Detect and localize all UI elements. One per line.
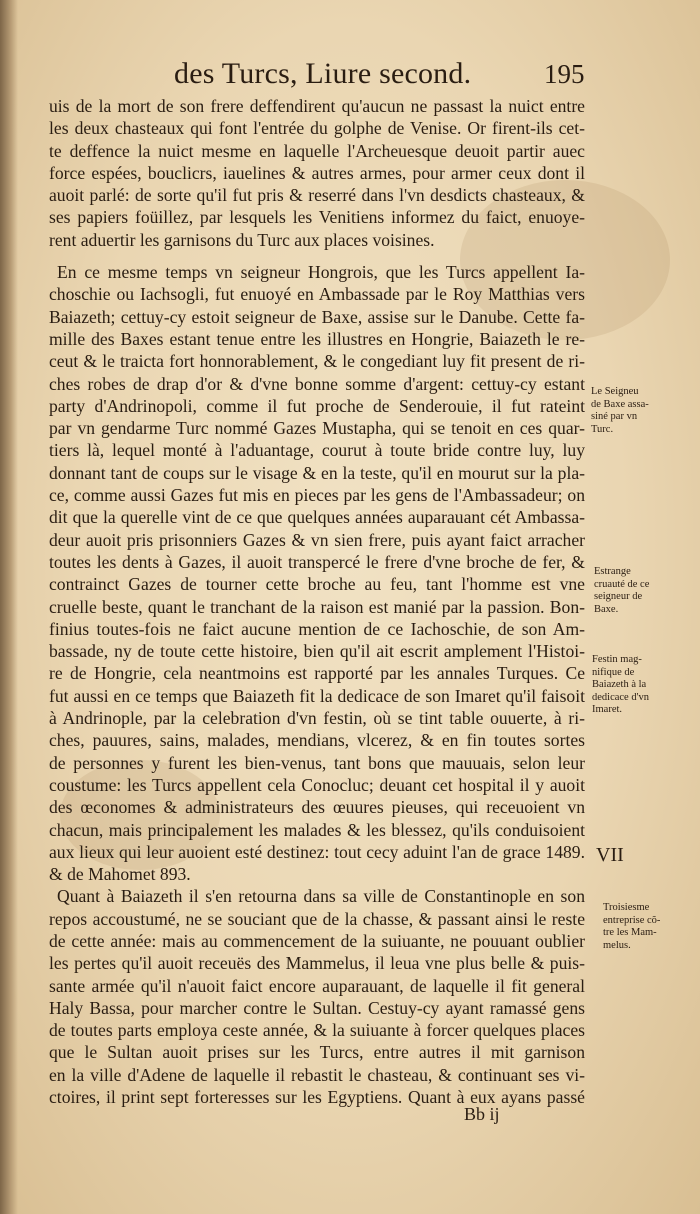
text-line: Baiazeth; cettuy-cy estoit seigneur de Baxe, assise sur le Danube. Cette fa- bbox=[49, 306, 585, 327]
margin-note-line: entreprise cõ- bbox=[603, 914, 661, 926]
text-line: choschie ou Iachsogli, fut enuoyé en Ambassade par le Roy Matthias vers bbox=[49, 284, 585, 305]
running-title: des Turcs, Liure second. bbox=[174, 57, 472, 90]
text-line: deur auoit pris prisonniers Gazes & vn sien frere, puis ayant faict arracher bbox=[49, 529, 585, 550]
margin-note bbox=[592, 654, 674, 717]
margin-note-line: siné par vn bbox=[591, 411, 638, 422]
margin-note-line: melus. bbox=[603, 939, 631, 951]
text-line: que le Sultan auoit prises sur les Turcs, entre autres il mit garnison bbox=[49, 1042, 585, 1063]
margin-note-line: Baiazeth à la bbox=[592, 679, 647, 690]
text-line: chacun, mais principalement les malades & les blessez, qu'ils conduisoient bbox=[49, 819, 585, 840]
chapter-numeral: VII bbox=[596, 844, 624, 866]
margin-note-line: seigneur de bbox=[594, 591, 643, 602]
text-line: contrainct Gazes de tourner cette broche au feu, tant l'homme est vne bbox=[49, 574, 585, 595]
text-line: par vn gendarme Turc nommé Gazes Mustapha, qui se tenoit en ces quar- bbox=[49, 418, 585, 439]
text-line: donnant tant de coups sur le visage & en la teste, qu'il en mourut sur la pla- bbox=[49, 462, 585, 483]
text-line: sante armée qu'il n'auoit faict encore auparauant, de laquelle il fit general bbox=[49, 975, 585, 996]
text-line: coustume: les Turcs appellent cela Conocluc; deuant cet hospital il y auoit bbox=[49, 774, 585, 795]
paragraph-gap bbox=[49, 251, 585, 261]
margin-note-line: nifique de bbox=[592, 666, 635, 678]
body-text bbox=[49, 95, 585, 1108]
text-line: les deux chasteaux qui font l'entrée du golphe de Venise. Or firent-ils cet- bbox=[49, 118, 585, 139]
page-number: 195 bbox=[544, 59, 585, 89]
text-line: Haly Bassa, pour marcher contre le Sultan. Cestuy-cy ayant ramassé gens bbox=[49, 997, 585, 1018]
text-line: bassade, ny de toute cette histoire, bien qu'il ait escrit amplement l'Histoi- bbox=[49, 641, 585, 662]
margin-note-line: Troisiesme bbox=[603, 902, 650, 913]
text-line: de personnes y furent les bien-venus, tant bons que mauuais, selon leur bbox=[49, 752, 585, 773]
margin-note-line: Le Seigneu bbox=[591, 386, 639, 397]
margin-note-line: Turc. bbox=[591, 423, 614, 435]
text-line: En ce mesme temps vn seigneur Hongrois, que les Turcs appellent Ia- bbox=[57, 262, 585, 283]
margin-note-line: tre les Mam- bbox=[603, 927, 657, 938]
text-line: ches, pauures, sains, malades, mendians, vlcerez, & en fin toutes sortes bbox=[49, 730, 585, 751]
text-line: force espées, bouclicrs, iauelines & autres armes, pour armer ceux dont il bbox=[49, 162, 585, 183]
margin-note bbox=[591, 386, 673, 436]
text-line: à Andrinople, par la celebration d'vn festin, où se tint table ouuerte, à ri- bbox=[49, 708, 585, 729]
text-line: finius toutes-fois ne faict aucune mention de ce Iachoschie, de son Am- bbox=[49, 618, 585, 639]
text-line: rent aduertir les garnisons du Turc aux places voisines. bbox=[49, 229, 435, 250]
text-line: tiers là, lequel monté à l'aduantage, courut à toute bride contre luy, luy bbox=[49, 440, 585, 461]
text-line: cruelle beste, quant le tranchant de la raison est manié par la passion. Bon- bbox=[49, 596, 585, 617]
signature-mark: Bb ij bbox=[464, 1104, 500, 1124]
text-line: de cette année: mais au commencement de la suiuante, ne pouuant oublier bbox=[49, 930, 585, 951]
margin-note-line: cruauté de ce bbox=[594, 578, 650, 590]
text-line: ses papiers foüillez, par lesquels les Venitiens informez du faict, enuoye- bbox=[49, 207, 585, 228]
text-line: ches robes de drap d'or & d'vne bonne somme d'argent: cettuy-cy estant bbox=[49, 373, 585, 394]
binding-gutter-shadow bbox=[0, 0, 18, 1214]
text-line: aux lieux qui leur auoient esté destinez: tout cecy aduint l'an de grace 1489. bbox=[49, 841, 585, 862]
margin-note-line: dedicace d'vn bbox=[592, 691, 649, 703]
margin-note-line: Estrange bbox=[594, 566, 631, 577]
margin-note bbox=[594, 566, 676, 616]
text-line: auoit parlé: de sorte qu'il fut pris & reserré dans l'vn desdicts chasteaux, & bbox=[49, 185, 585, 206]
text-line: repos accoustumé, ne se souciant que de la chasse, & passant ainsi le reste bbox=[49, 908, 585, 929]
margin-note-line: Imaret. bbox=[592, 704, 623, 715]
text-line: ceut & le traicta fort honnorablement, & le congediant luy fit present de ri- bbox=[49, 351, 585, 372]
text-line: ce, comme aussi Gazes fut mis en pieces par les gens de l'Ambassadeur; on bbox=[49, 485, 585, 506]
text-line: party d'Andrinopoli, comme il fut proche de Senderouie, il fut rateint bbox=[49, 395, 585, 416]
text-line: mille des Baxes estant tenue entre les illustres en Hongrie, Baiazeth le re- bbox=[49, 328, 585, 349]
text-line: Quant à Baiazeth il s'en retourna dans sa ville de Constantinople en son bbox=[57, 886, 585, 907]
text-line: ctoires, il print sept forteresses sur les Egyptiens. Quant à eux ayans passé bbox=[49, 1087, 585, 1108]
text-line: toutes les dents à Gazes, il auoit transpercé le frere d'vne broche de fer, & bbox=[49, 551, 585, 572]
margin-note-line: Festin mag- bbox=[592, 654, 642, 665]
margin-note-line: de Baxe assa- bbox=[591, 398, 649, 410]
text-line: dit que la querelle vint de ce que quelques années auparauant cét Ambassa- bbox=[49, 507, 585, 528]
text-line: re de Hongrie, cela neantmoins est rapporté par les annales Turques. Ce bbox=[49, 663, 585, 684]
text-line: & de Mahomet 893. bbox=[49, 864, 191, 885]
margin-note-line: Baxe. bbox=[594, 603, 619, 615]
text-line: te deffence la nuict mesme en laquelle l'Archeuesque deuoit partir auec bbox=[49, 140, 585, 161]
text-line: de toutes parts employa ceste année, & la suiuante à forcer quelques places bbox=[49, 1020, 585, 1041]
margin-note bbox=[603, 902, 685, 952]
text-line: des œconomes & administrateurs des œuures pieuses, qui receuoient vn bbox=[49, 797, 585, 818]
text-line: uis de la mort de son frere deffendirent qu'aucun ne passast la nuict entre bbox=[49, 96, 585, 116]
text-line: les pertes qu'il auoit receuës des Mammelus, il leua vne plus belle & puis- bbox=[49, 953, 585, 974]
text-line: fut aussi en ce temps que Baiazeth fit la dedicace de son Imaret qu'il faisoit bbox=[49, 685, 585, 706]
page-header bbox=[0, 57, 700, 93]
text-line: en la ville d'Adene de laquelle il rebastit le chasteau, & continuant ses vi- bbox=[49, 1064, 585, 1085]
